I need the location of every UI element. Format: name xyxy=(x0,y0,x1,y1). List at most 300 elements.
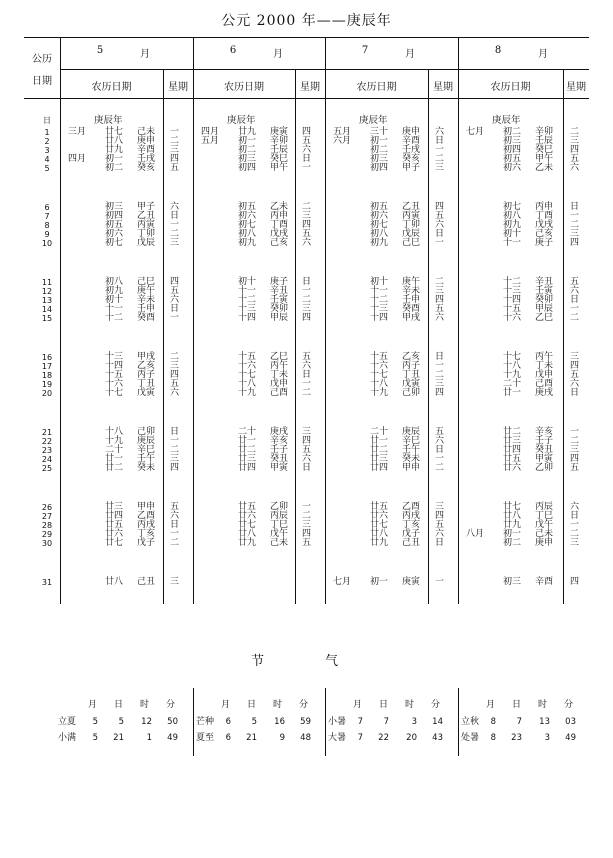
jieqi-value: 20 xyxy=(406,733,417,743)
ganzhi: 乙亥 xyxy=(137,361,156,371)
jieqi-col-header: 时 xyxy=(538,700,548,710)
ganzhi: 甲申 xyxy=(402,463,421,473)
lunar-day: 廿五 xyxy=(370,502,389,512)
lunar-day: 十二 xyxy=(370,295,389,305)
ganzhi: 乙丑 xyxy=(402,202,421,212)
month-suffix: 月 xyxy=(140,49,150,60)
lunar-day: 初五 xyxy=(370,202,389,212)
ganzhi: 戊辰 xyxy=(137,238,156,248)
ganzhi: 甲寅 xyxy=(535,454,554,464)
day-label: 日 xyxy=(43,116,51,125)
weekday: 六 xyxy=(570,163,580,173)
jieqi-value: 16 xyxy=(274,717,285,727)
day-number: 4 xyxy=(44,155,50,164)
ganzhi: 壬子 xyxy=(270,445,289,455)
weekday: 六 xyxy=(302,145,312,155)
jieqi-name: 小暑 xyxy=(328,717,347,727)
weekday: 五 xyxy=(302,445,312,455)
jieqi-value: 43 xyxy=(432,733,443,743)
lunar-day: 十八 xyxy=(238,379,257,389)
lunar-day: 二十 xyxy=(105,445,124,455)
jieqi-value: 50 xyxy=(167,717,178,727)
ganzhi: 癸丑 xyxy=(270,454,289,464)
weekday: 一 xyxy=(170,436,180,446)
lunar-day: 初十 xyxy=(238,277,257,287)
jieqi-col-header: 日 xyxy=(512,700,522,710)
lunar-day: 廿九 xyxy=(370,538,389,548)
weekday: 五 xyxy=(435,427,445,437)
lunar-day: 廿五 xyxy=(105,520,124,530)
day-number: 30 xyxy=(41,539,53,548)
ganzhi: 丁酉 xyxy=(270,220,289,230)
ganzhi: 辛卯 xyxy=(535,127,554,137)
jieqi-col-header: 月 xyxy=(486,700,496,710)
lunar-day: 廿六 xyxy=(105,529,124,539)
lunar-month: 七月 xyxy=(333,577,352,587)
ganzhi: 甲辰 xyxy=(270,313,289,323)
ganzhi: 己丑 xyxy=(137,577,156,587)
weekday: 六 xyxy=(302,238,312,248)
jieqi-name: 处暑 xyxy=(461,733,480,743)
ganzhi: 辛巳 xyxy=(402,436,421,446)
weekday: 四 xyxy=(302,313,312,323)
weekday: 三 xyxy=(570,538,580,548)
month-number: 8 xyxy=(494,45,502,56)
weekday: 二 xyxy=(170,352,180,362)
lunar-day: 初四 xyxy=(503,145,522,155)
weekday: 四 xyxy=(570,361,580,371)
jieqi-value: 6 xyxy=(225,733,231,743)
day-number: 6 xyxy=(44,203,50,212)
lunar-day: 廿七 xyxy=(370,520,389,530)
weekday: 五 xyxy=(170,163,180,173)
lunar-day: 初四 xyxy=(238,163,257,173)
lunar-day: 廿七 xyxy=(105,538,124,548)
day-number: 17 xyxy=(41,362,53,371)
jieqi-value: 03 xyxy=(565,717,576,727)
ganzhi: 丁亥 xyxy=(402,520,421,530)
lunar-day: 十四 xyxy=(238,313,257,323)
ganzhi: 丙辰 xyxy=(270,511,289,521)
day-number: 25 xyxy=(41,464,53,473)
ganzhi: 戊午 xyxy=(270,529,289,539)
weekday: 四 xyxy=(570,145,580,155)
lunar-day: 十六 xyxy=(238,361,257,371)
day-number: 19 xyxy=(41,380,53,389)
lunar-day: 廿九 xyxy=(503,520,522,530)
ganzhi: 庚寅 xyxy=(402,577,421,587)
weekday: 日 xyxy=(435,229,445,239)
lunar-day: 十七 xyxy=(370,370,389,380)
ganzhi: 癸酉 xyxy=(402,304,421,314)
lunar-month: 三月 xyxy=(68,127,87,137)
weekday: 五 xyxy=(170,379,180,389)
day-number: 3 xyxy=(44,146,50,155)
weekday: 三 xyxy=(302,427,312,437)
lunar-day: 十一 xyxy=(503,238,522,248)
weekday: 四 xyxy=(435,295,445,305)
ganzhi: 辛亥 xyxy=(535,427,554,437)
lunar-day: 廿二 xyxy=(105,463,124,473)
ganzhi: 壬申 xyxy=(402,295,421,305)
lunar-day: 廿二 xyxy=(503,427,522,437)
month-divider-1 xyxy=(193,37,194,604)
lunar-year-label: 庚辰年 xyxy=(94,115,123,126)
lunar-day: 廿一 xyxy=(503,388,522,398)
ganzhi: 乙未 xyxy=(270,202,289,212)
ganzhi: 乙酉 xyxy=(137,511,156,521)
lunar-year-label: 庚辰年 xyxy=(492,115,521,126)
ganzhi: 癸巳 xyxy=(270,154,289,164)
day-number: 21 xyxy=(41,428,53,437)
month-suffix: 月 xyxy=(273,49,283,60)
ganzhi: 乙亥 xyxy=(402,352,421,362)
lunar-day: 廿一 xyxy=(370,436,389,446)
ganzhi: 丙寅 xyxy=(402,211,421,221)
jieqi-value: 1 xyxy=(146,733,152,743)
weekday: 一 xyxy=(302,286,312,296)
lunar-month: 七月 xyxy=(466,127,485,137)
weekday: 一 xyxy=(435,238,445,248)
jieqi-col-header: 月 xyxy=(353,700,363,710)
weekday: 六 xyxy=(435,127,445,137)
lunar-date-header: 农历日期 xyxy=(224,82,264,93)
lunar-day: 廿六 xyxy=(238,511,257,521)
weekday-divider-8 xyxy=(563,69,564,604)
lunar-day: 初七 xyxy=(238,220,257,230)
lunar-day: 初一 xyxy=(503,529,522,539)
day-number: 11 xyxy=(41,278,53,287)
lunar-year-label: 庚辰年 xyxy=(227,115,256,126)
ganzhi: 壬子 xyxy=(535,436,554,446)
jieqi-name: 大暑 xyxy=(328,733,347,743)
ganzhi: 壬寅 xyxy=(535,286,554,296)
lunar-day: 廿七 xyxy=(238,520,257,530)
weekday-header: 星期 xyxy=(566,82,586,93)
weekday-divider-5 xyxy=(163,69,164,604)
weekday: 日 xyxy=(302,277,312,287)
lunar-day: 廿七 xyxy=(105,127,124,137)
ganzhi: 己巳 xyxy=(402,238,421,248)
weekday: 四 xyxy=(302,436,312,446)
weekday: 二 xyxy=(435,154,445,164)
ganzhi: 乙酉 xyxy=(402,502,421,512)
weekday-divider-6 xyxy=(295,69,296,604)
lunar-day: 廿三 xyxy=(238,454,257,464)
day-number: 31 xyxy=(41,578,53,587)
ganzhi: 壬辰 xyxy=(535,136,554,146)
jieqi-value: 5 xyxy=(118,717,124,727)
ganzhi: 癸卯 xyxy=(535,295,554,305)
ganzhi: 乙卯 xyxy=(535,463,554,473)
lunar-day: 初九 xyxy=(105,286,124,296)
lunar-day: 廿八 xyxy=(370,529,389,539)
ganzhi: 丁巳 xyxy=(535,511,554,521)
ganzhi: 辛未 xyxy=(137,295,156,305)
ganzhi: 丙戌 xyxy=(402,511,421,521)
lunar-day: 十八 xyxy=(105,427,124,437)
weekday: 一 xyxy=(302,379,312,389)
ganzhi: 壬寅 xyxy=(270,295,289,305)
jieqi-col-header: 月 xyxy=(88,700,98,710)
ganzhi: 辛丑 xyxy=(270,286,289,296)
lunar-day: 十八 xyxy=(370,379,389,389)
weekday: 二 xyxy=(302,388,312,398)
jieqi-value: 49 xyxy=(565,733,576,743)
month-suffix: 月 xyxy=(405,49,415,60)
lunar-day: 十二 xyxy=(105,313,124,323)
page-title: 公元 2000 年——庚辰年 xyxy=(221,13,392,29)
ganzhi: 丁丑 xyxy=(137,379,156,389)
weekday: 三 xyxy=(302,304,312,314)
ganzhi: 辛丑 xyxy=(535,277,554,287)
month-divider-2 xyxy=(325,37,326,604)
jieqi-divider-1 xyxy=(193,688,194,756)
day-number: 23 xyxy=(41,446,53,455)
ganzhi: 丙午 xyxy=(270,361,289,371)
weekday: 一 xyxy=(570,427,580,437)
ganzhi: 己酉 xyxy=(270,388,289,398)
day-number: 13 xyxy=(41,296,53,305)
lunar-day: 三十 xyxy=(370,127,389,137)
lunar-day: 十三 xyxy=(503,286,522,296)
month-number: 5 xyxy=(96,45,104,56)
jieqi-col-header: 日 xyxy=(379,700,389,710)
weekday: 三 xyxy=(435,163,445,173)
ganzhi: 甲辰 xyxy=(535,304,554,314)
jieqi-value: 5 xyxy=(92,733,98,743)
weekday: 日 xyxy=(302,154,312,164)
weekday: 五 xyxy=(302,229,312,239)
weekday: 二 xyxy=(570,436,580,446)
lunar-day: 廿六 xyxy=(370,511,389,521)
weekday: 二 xyxy=(435,463,445,473)
jieqi-value: 9 xyxy=(279,733,285,743)
ganzhi: 己未 xyxy=(137,127,156,137)
jieqi-col-header: 分 xyxy=(299,700,309,710)
jieqi-col-header: 时 xyxy=(273,700,283,710)
lunar-month: 五月 xyxy=(333,127,352,137)
weekday: 一 xyxy=(170,313,180,323)
lunar-day: 初八 xyxy=(105,277,124,287)
lunar-day: 初八 xyxy=(503,211,522,221)
jieqi-value: 13 xyxy=(539,717,550,727)
jieqi-value: 8 xyxy=(490,717,496,727)
ganzhi: 丁卯 xyxy=(137,229,156,239)
ganzhi: 庚辰 xyxy=(137,436,156,446)
ganzhi: 甲戌 xyxy=(137,352,156,362)
weekday: 一 xyxy=(435,577,445,587)
ganzhi: 庚辰 xyxy=(402,427,421,437)
ganzhi: 丙寅 xyxy=(137,220,156,230)
lunar-day: 初八 xyxy=(238,229,257,239)
lunar-day: 初十 xyxy=(503,229,522,239)
jieqi-col-header: 时 xyxy=(405,700,415,710)
ganzhi: 庚申 xyxy=(535,538,554,548)
weekday: 四 xyxy=(435,388,445,398)
lunar-day: 廿三 xyxy=(503,436,522,446)
lunar-day: 十四 xyxy=(105,361,124,371)
weekday: 四 xyxy=(170,154,180,164)
lunar-day: 初九 xyxy=(503,220,522,230)
ganzhi: 丙申 xyxy=(270,211,289,221)
lunar-day: 初一 xyxy=(238,136,257,146)
jieqi-divider-3 xyxy=(458,688,459,756)
lunar-day: 初五 xyxy=(238,202,257,212)
ganzhi: 辛酉 xyxy=(137,145,156,155)
ganzhi: 丁酉 xyxy=(535,211,554,221)
ganzhi: 甲戌 xyxy=(402,313,421,323)
weekday: 三 xyxy=(435,286,445,296)
weekday: 日 xyxy=(570,511,580,521)
ganzhi: 辛酉 xyxy=(402,136,421,146)
ganzhi: 癸丑 xyxy=(535,445,554,455)
ganzhi: 壬戌 xyxy=(137,154,156,164)
lunar-day: 初七 xyxy=(105,238,124,248)
weekday: 一 xyxy=(302,502,312,512)
lunar-day: 十六 xyxy=(370,361,389,371)
ganzhi: 戊申 xyxy=(535,370,554,380)
lunar-day: 十二 xyxy=(503,277,522,287)
weekday: 四 xyxy=(170,463,180,473)
ganzhi: 甲子 xyxy=(137,202,156,212)
ganzhi: 戊戌 xyxy=(535,220,554,230)
day-number: 15 xyxy=(41,314,53,323)
lunar-day: 初九 xyxy=(238,238,257,248)
weekday: 日 xyxy=(302,463,312,473)
ganzhi: 丙午 xyxy=(535,352,554,362)
ganzhi: 壬戌 xyxy=(402,145,421,155)
weekday: 五 xyxy=(170,502,180,512)
lunar-day: 廿六 xyxy=(503,463,522,473)
jieqi-col-header: 月 xyxy=(221,700,231,710)
weekday: 三 xyxy=(302,520,312,530)
ganzhi: 甲午 xyxy=(535,154,554,164)
ganzhi: 辛酉 xyxy=(535,577,554,587)
jieqi-name: 小满 xyxy=(58,733,77,743)
lunar-day: 廿五 xyxy=(503,454,522,464)
lunar-day: 十六 xyxy=(105,379,124,389)
ganzhi: 丁丑 xyxy=(402,370,421,380)
weekday: 二 xyxy=(302,202,312,212)
day-number: 27 xyxy=(41,512,53,521)
ganzhi: 戊午 xyxy=(535,520,554,530)
ganzhi: 辛亥 xyxy=(270,436,289,446)
weekday: 二 xyxy=(570,220,580,230)
ganzhi: 甲子 xyxy=(402,163,421,173)
jieqi-value: 48 xyxy=(300,733,311,743)
lunar-day: 十三 xyxy=(370,304,389,314)
jieqi-value: 5 xyxy=(92,717,98,727)
jieqi-value: 8 xyxy=(490,733,496,743)
day-number: 7 xyxy=(44,212,50,221)
lunar-day: 初二 xyxy=(370,145,389,155)
jieqi-value: 7 xyxy=(383,717,389,727)
lunar-day: 初三 xyxy=(503,577,522,587)
lunar-day: 廿一 xyxy=(105,454,124,464)
lunar-day: 廿九 xyxy=(238,127,257,137)
lunar-day: 廿九 xyxy=(238,538,257,548)
weekday: 日 xyxy=(435,136,445,146)
gregorian-column-border xyxy=(60,37,61,604)
ganzhi: 壬辰 xyxy=(270,145,289,155)
lunar-date-header: 农历日期 xyxy=(490,82,531,93)
weekday: 一 xyxy=(302,163,312,173)
lunar-day: 初六 xyxy=(105,229,124,239)
weekday: 五 xyxy=(170,286,180,296)
ganzhi: 乙未 xyxy=(535,163,554,173)
weekday: 日 xyxy=(435,352,445,362)
weekday: 四 xyxy=(170,277,180,287)
lunar-day: 初五 xyxy=(105,220,124,230)
lunar-day: 十五 xyxy=(503,304,522,314)
weekday: 五 xyxy=(435,304,445,314)
jieqi-name: 夏至 xyxy=(196,733,215,743)
weekday: 一 xyxy=(570,520,580,530)
weekday: 三 xyxy=(170,577,180,587)
lunar-day: 初三 xyxy=(370,154,389,164)
ganzhi: 癸酉 xyxy=(137,313,156,323)
lunar-day: 十四 xyxy=(370,313,389,323)
lunar-day: 十五 xyxy=(105,370,124,380)
ganzhi: 甲申 xyxy=(137,502,156,512)
lunar-day: 二十 xyxy=(238,427,257,437)
ganzhi: 己卯 xyxy=(402,388,421,398)
lunar-day: 廿九 xyxy=(105,145,124,155)
lunar-day: 初二 xyxy=(503,127,522,137)
weekday: 一 xyxy=(170,529,180,539)
weekday: 五 xyxy=(302,538,312,548)
weekday: 一 xyxy=(170,220,180,230)
day-number: 9 xyxy=(44,230,50,239)
day-number: 16 xyxy=(41,353,53,362)
jieqi-value: 7 xyxy=(357,733,363,743)
weekday: 二 xyxy=(570,127,580,137)
ganzhi: 庚戌 xyxy=(270,427,289,437)
weekday: 一 xyxy=(170,127,180,137)
jieqi-name: 芒种 xyxy=(196,717,215,727)
weekday: 日 xyxy=(435,538,445,548)
lunar-day: 初三 xyxy=(105,202,124,212)
lunar-day: 十一 xyxy=(105,304,124,314)
ganzhi: 戊寅 xyxy=(402,379,421,389)
ganzhi: 壬申 xyxy=(137,304,156,314)
lunar-day: 初二 xyxy=(105,163,124,173)
ganzhi: 辛未 xyxy=(402,286,421,296)
weekday: 五 xyxy=(570,370,580,380)
ganzhi: 癸未 xyxy=(402,454,421,464)
lunar-day: 初一 xyxy=(105,154,124,164)
jieqi-value: 7 xyxy=(516,717,522,727)
ganzhi: 己亥 xyxy=(535,229,554,239)
ganzhi: 戊寅 xyxy=(137,388,156,398)
weekday-divider-7 xyxy=(428,69,429,604)
day-number: 8 xyxy=(44,221,50,230)
ganzhi: 己酉 xyxy=(535,379,554,389)
day-number: 1 xyxy=(44,128,50,137)
ganzhi: 甲午 xyxy=(270,163,289,173)
weekday: 四 xyxy=(570,454,580,464)
jieqi-value: 22 xyxy=(378,733,389,743)
lunar-day: 廿二 xyxy=(238,445,257,455)
ganzhi: 辛巳 xyxy=(137,445,156,455)
ganzhi: 乙巳 xyxy=(270,352,289,362)
lunar-month: 四月 xyxy=(68,154,87,164)
lunar-day: 廿五 xyxy=(238,502,257,512)
ganzhi: 乙卯 xyxy=(270,502,289,512)
weekday: 六 xyxy=(435,529,445,539)
lunar-day: 廿一 xyxy=(238,436,257,446)
